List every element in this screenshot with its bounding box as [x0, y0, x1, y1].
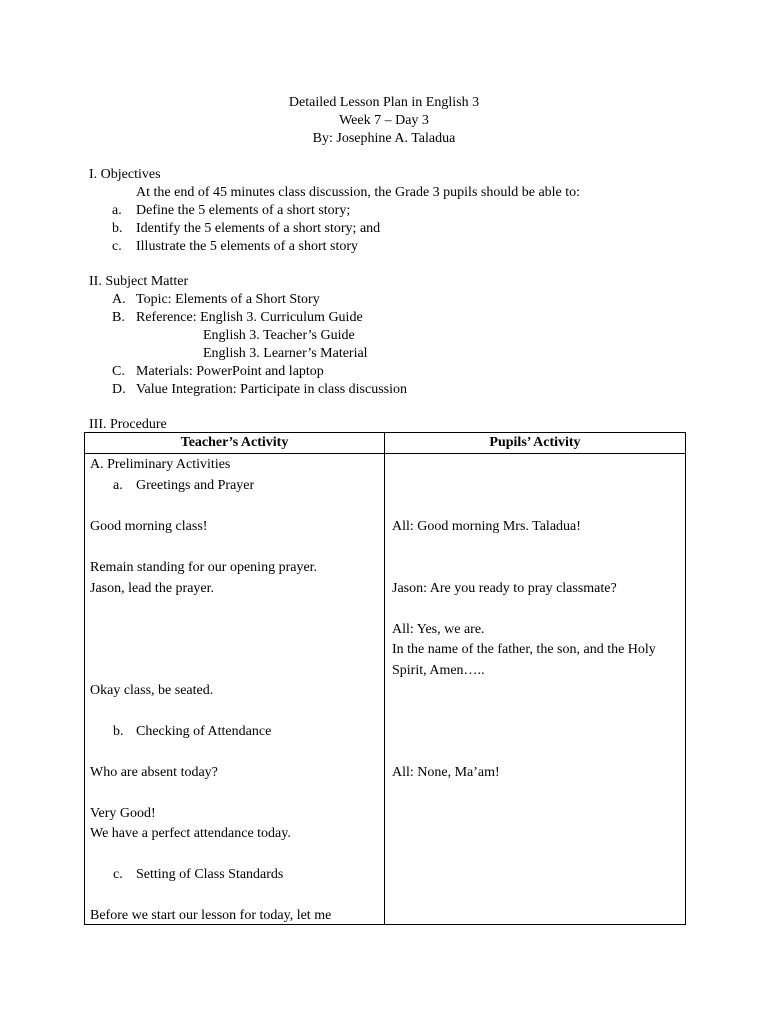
- greetings-marker: a.: [113, 478, 123, 493]
- objectives-intro: At the end of 45 minutes class discussion, the Grade 3 pupils should be able to:: [136, 185, 581, 200]
- materials-marker: C.: [112, 364, 125, 379]
- pupil-line: All: None, Ma’am!: [392, 765, 500, 780]
- greetings-and-prayer: Greetings and Prayer: [136, 478, 255, 493]
- teacher-line: Who are absent today?: [90, 765, 218, 780]
- value-integration: Value Integration: Participate in class discussion: [136, 382, 407, 397]
- objectives-heading: I. Objectives: [89, 167, 161, 182]
- setting-of-class-standards: Setting of Class Standards: [136, 867, 284, 882]
- teacher-line: Remain standing for our opening prayer.: [90, 560, 318, 575]
- topic-marker: A.: [112, 292, 126, 307]
- reference-line-3: English 3. Learner’s Material: [203, 346, 368, 361]
- teacher-line: Before we start our lesson for today, let me: [90, 908, 332, 923]
- pupils-activity-cell: [385, 454, 686, 925]
- preliminary-activities: A. Preliminary Activities: [90, 457, 231, 472]
- materials: Materials: PowerPoint and laptop: [136, 364, 324, 379]
- pupil-line: In the name of the father, the son, and the Holy: [392, 642, 656, 657]
- procedure-table: [84, 432, 686, 925]
- attendance-marker: b.: [113, 724, 124, 739]
- teacher-line: Jason, lead the prayer.: [90, 581, 215, 596]
- teacher-line: Very Good!: [90, 806, 156, 821]
- reference-marker: B.: [112, 310, 125, 325]
- value-integration-marker: D.: [112, 382, 126, 397]
- subject-matter-heading: II. Subject Matter: [89, 274, 189, 289]
- pupil-line: Jason: Are you ready to pray classmate?: [392, 581, 617, 596]
- teacher-line: We have a perfect attendance today.: [90, 826, 291, 841]
- pupil-line: All: Good morning Mrs. Taladua!: [392, 519, 581, 534]
- author: By: Josephine A. Taladua: [312, 131, 456, 146]
- reference: Reference: English 3. Curriculum Guide: [136, 310, 363, 325]
- teacher-line: Okay class, be seated.: [90, 683, 214, 698]
- objective-item: Define the 5 elements of a short story;: [136, 203, 351, 218]
- topic: Topic: Elements of a Short Story: [136, 292, 320, 307]
- teacher-activity-header: Teacher’s Activity: [85, 433, 385, 454]
- objective-item: Illustrate the 5 elements of a short story: [136, 239, 358, 254]
- checking-of-attendance: Checking of Attendance: [136, 724, 272, 739]
- objective-marker-a: a.: [112, 203, 122, 218]
- procedure-heading: III. Procedure: [89, 417, 167, 432]
- week-day: Week 7 – Day 3: [339, 113, 429, 128]
- objective-marker-c: c.: [112, 239, 122, 254]
- objective-marker-b: b.: [112, 221, 123, 236]
- teacher-activity-cell: [85, 454, 385, 925]
- standards-marker: c.: [113, 867, 123, 882]
- document-title: Detailed Lesson Plan in English 3: [288, 95, 480, 110]
- objective-item: Identify the 5 elements of a short story; and: [136, 221, 381, 236]
- reference-line-2: English 3. Teacher’s Guide: [203, 328, 355, 343]
- pupils-activity-header: Pupils’ Activity: [385, 433, 686, 454]
- pupil-line: Spirit, Amen…..: [392, 663, 485, 678]
- teacher-line: Good morning class!: [90, 519, 208, 534]
- pupil-line: All: Yes, we are.: [392, 622, 485, 637]
